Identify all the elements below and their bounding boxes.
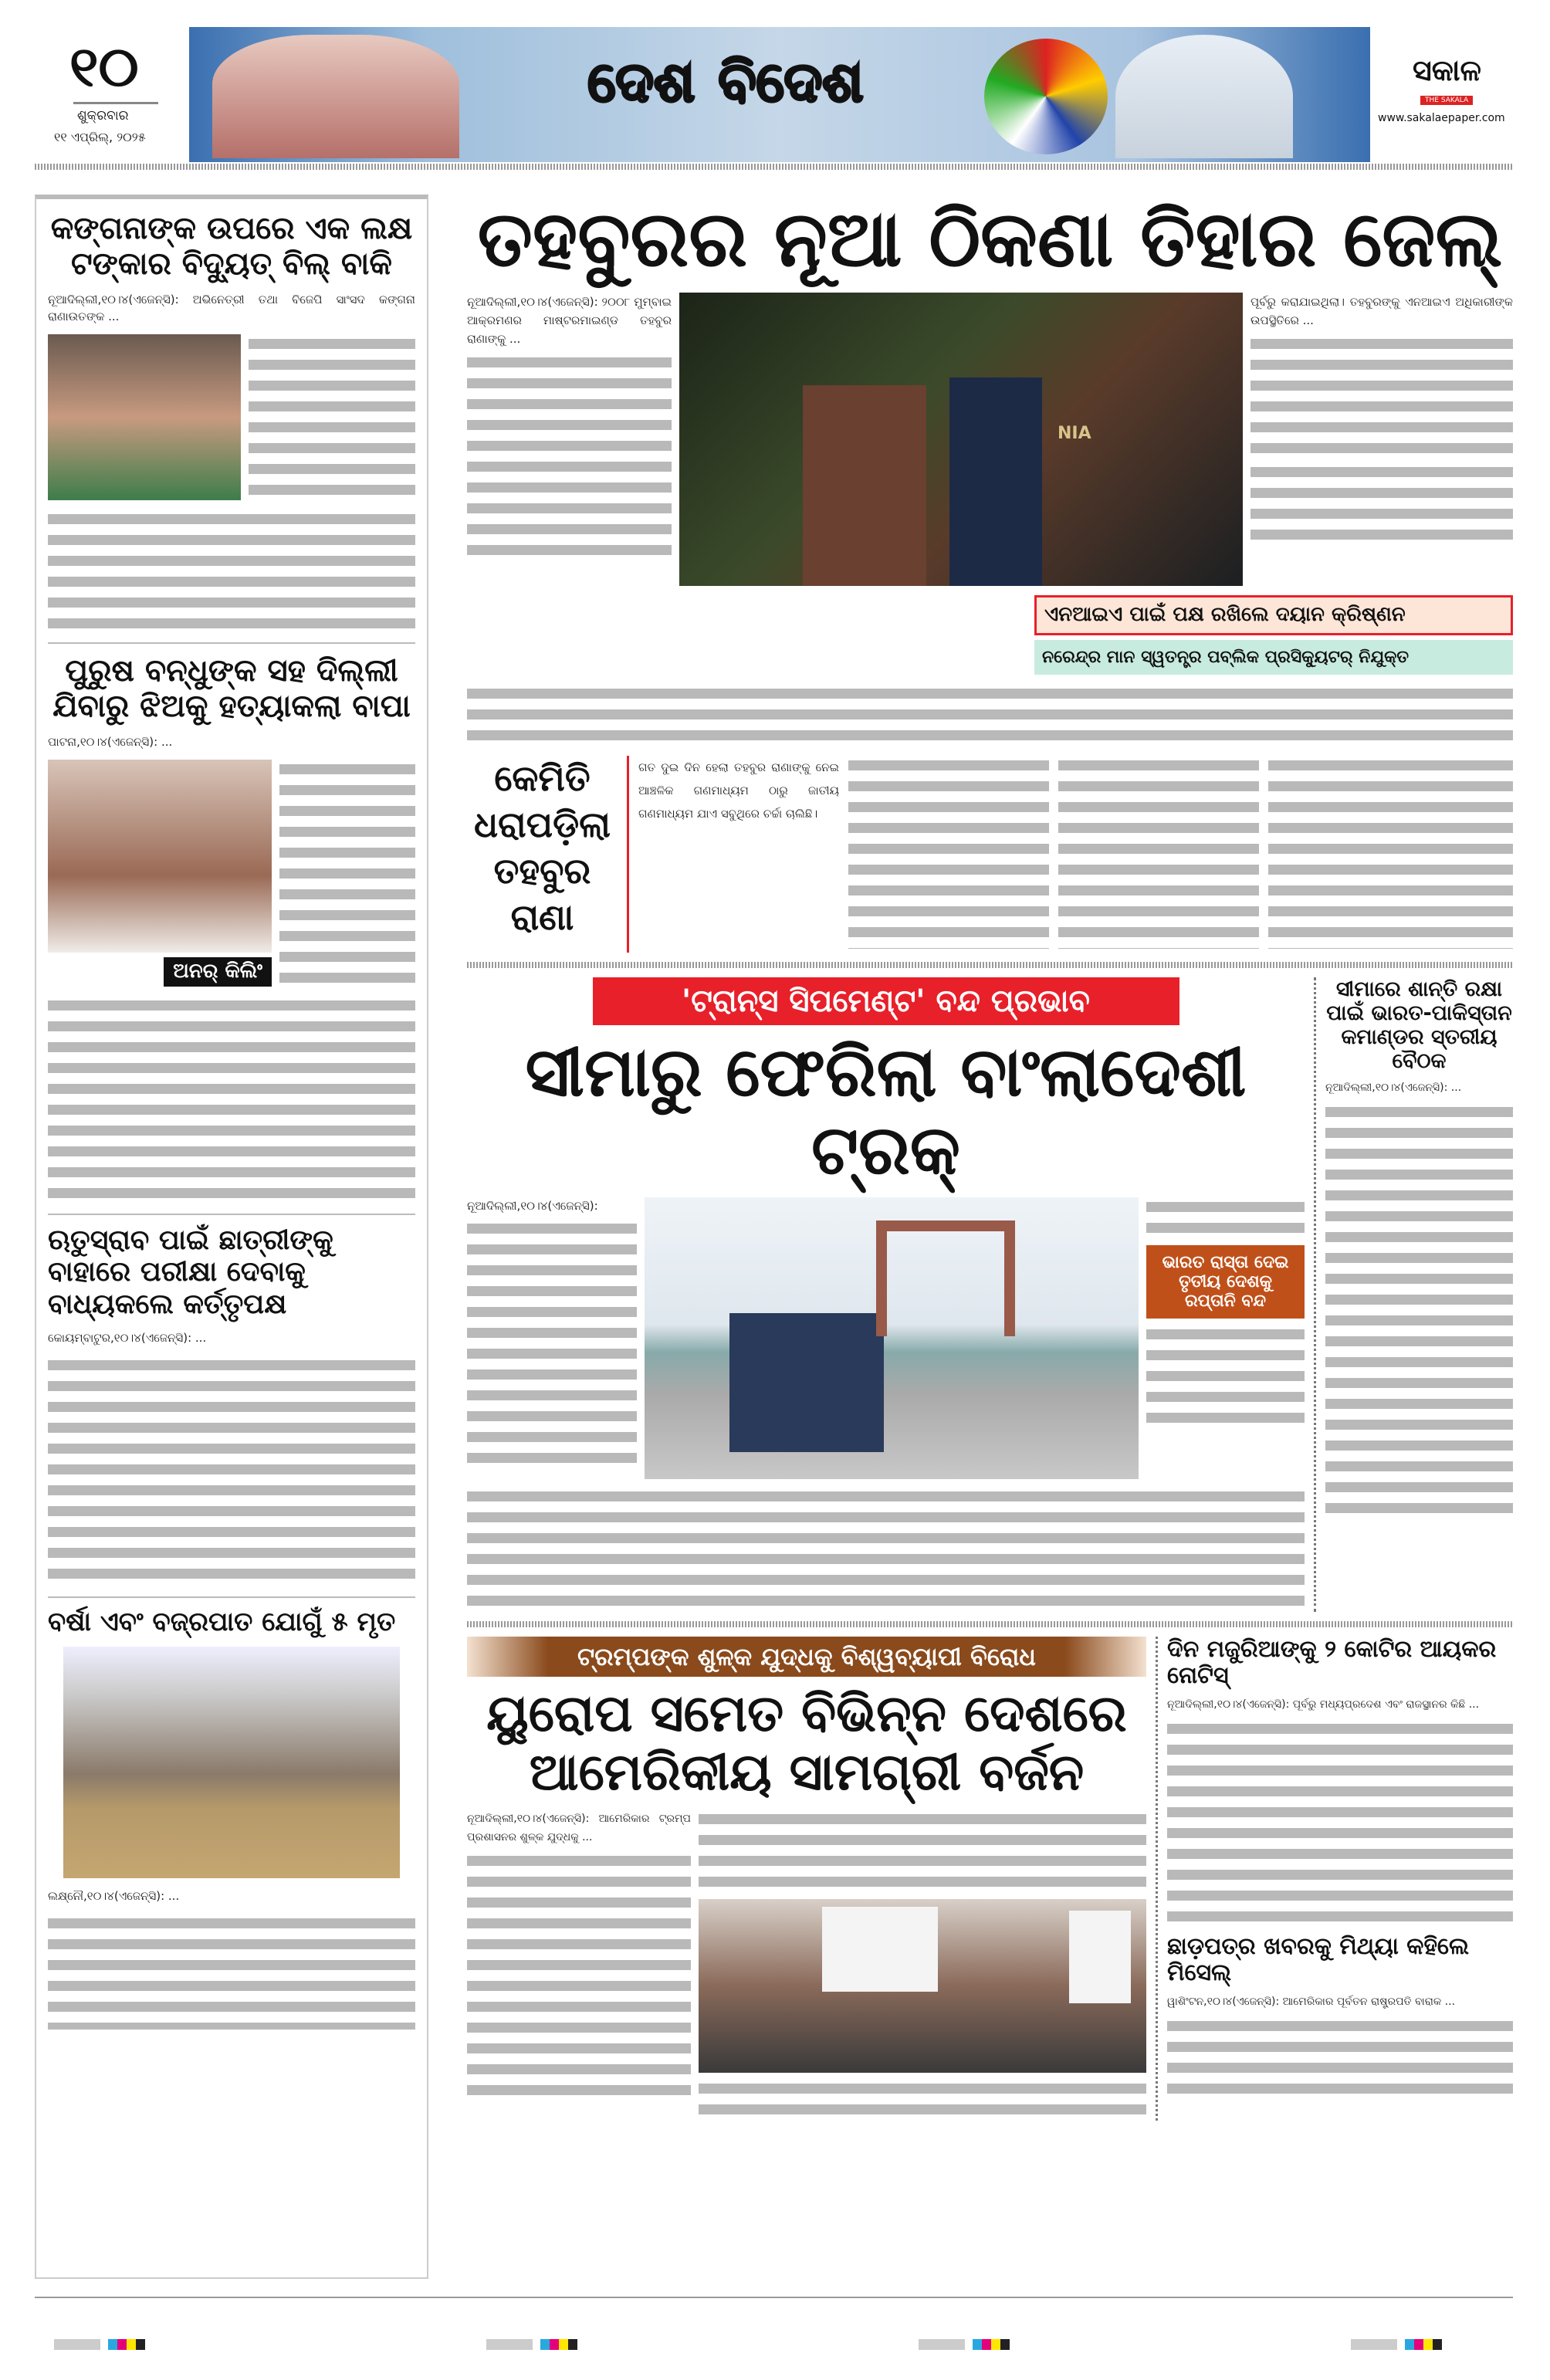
sidebar-story-col4 xyxy=(1268,756,1513,949)
lead-story-col2-body-2 xyxy=(1250,462,1513,546)
truck-dateline: ନୂଆଦିଲ୍ଲୀ,୧୦।୪(ଏଜେନ୍ସି): xyxy=(467,1198,598,1213)
section-title-desh: ଦେଶ xyxy=(587,49,695,114)
column-divider xyxy=(1156,1637,1158,2121)
print-color-bar xyxy=(54,2339,1505,2350)
divorce-lead: ୱାଶିଂଟନ,୧୦।୪(ଏଜେନ୍ସି): ଆମେରିକାର ପୂର୍ବତନ ରାଷ୍ଟ୍ରପତି ବାରାକ ... xyxy=(1167,1995,1456,2008)
section-rule xyxy=(467,1621,1513,1627)
flood-photo xyxy=(63,1647,400,1878)
date: ୧୧ ଏପ୍ରିଲ୍, ୨୦୨୫ xyxy=(54,130,146,144)
lead-headline: ତହବୁରର ନୂଆ ଠିକଣା ତିହାର ଜେଲ୍ xyxy=(477,194,1503,284)
left-column xyxy=(35,195,428,2279)
trump-top-body xyxy=(699,1810,1146,1893)
protest-sign xyxy=(822,1907,938,1992)
divider xyxy=(48,642,415,644)
girl-photo xyxy=(48,760,272,953)
truck-col3 xyxy=(1146,1197,1305,1239)
income-tax-lead: ନୂଆଦିଲ୍ଲୀ,୧୦।୪(ଏଜେନ୍ସି): ପୂର୍ବରୁ ମଧ୍ୟପ୍ରଦେଶ ଏବଂ ରାଜସ୍ଥାନର କିଛି ... xyxy=(1167,1698,1480,1711)
logo: ସକାଳ xyxy=(1413,53,1481,87)
body-menstruation xyxy=(48,1356,415,1587)
body-honor-killing-2 xyxy=(48,996,415,1204)
divider xyxy=(48,1596,415,1598)
divider xyxy=(48,1214,415,1215)
day: ଶୁକ୍ରବାର xyxy=(77,108,129,124)
lead-story-wide-body xyxy=(467,684,1513,747)
kangana-photo xyxy=(48,334,241,500)
section-banner xyxy=(189,27,1370,162)
logo-sub: THE SAKALA xyxy=(1420,96,1473,105)
truck xyxy=(729,1313,884,1452)
trump-headline: ୟୁରୋପ ସମେତ ବିଭିନ୍ନ ଦେଶରେ ଆମେରିକୀୟ ସାମଗ୍ରୀ ବର୍ଜନ xyxy=(486,1684,1127,1803)
trump-lead: ନୂଆଦିଲ୍ଲୀ,୧୦।୪(ଏଜେନ୍ସି): ଆମେରିକାର ଟ୍ରମ୍ପ ପ୍ରଶାସନର ଶୁଳ୍କ ଯୁଦ୍ଧକୁ ... xyxy=(467,1813,691,1844)
caption-prosecutor: ନରେନ୍ଦ୍ର ମାନ ସ୍ୱତନ୍ତ୍ର ପବ୍ଲିକ ପ୍ରସିକ୍ୟୁଟର୍ ନିଯୁକ୍ତ xyxy=(1034,640,1513,675)
tahawwur-rana xyxy=(803,385,926,586)
divider xyxy=(627,756,629,953)
sidebar-story-headline: କେମିତି ଧରାପଡ଼ିଲା ତହବୁର ରାଣା xyxy=(473,757,611,938)
nia-badge: NIA xyxy=(1058,424,1091,443)
bottom-rule xyxy=(35,2297,1513,2298)
trump-bottom-body xyxy=(699,2079,1146,2121)
column-divider xyxy=(1314,977,1316,1611)
truck-photo-caption: ଭାରତ ରାସ୍ତା ଦେଇ ତୃତୀୟ ଦେଶକୁ ରପ୍ତାନି ବନ୍ଦ xyxy=(1146,1245,1305,1319)
truck-headline: ସୀମାରୁ ଫେରିଲା ବାଂଲାଦେଶୀ ଟ୍ରକ୍ xyxy=(525,1032,1247,1190)
trump-kicker: ଟ୍ରମ୍ପଙ୍କ ଶୁଳ୍କ ଯୁଦ୍ଧକୁ ବିଶ୍ୱବ୍ୟାପୀ ବିରୋଧ xyxy=(467,1637,1146,1678)
sidebar-story-box xyxy=(467,756,1513,953)
parliament-image xyxy=(212,35,459,158)
lead-story-col2-body xyxy=(1250,334,1513,458)
protest-photo xyxy=(699,1899,1146,2073)
trump-col1 xyxy=(467,1851,691,2101)
divider xyxy=(73,102,158,104)
protest-sign xyxy=(1069,1911,1131,2003)
nia-photo xyxy=(679,293,1243,586)
divorce-headline: ଛାଡ଼ପତ୍ର ଖବରକୁ ମିଥ୍ୟା କହିଲେ ମିସେଲ୍ xyxy=(1167,1932,1470,1987)
income-tax-body xyxy=(1167,1719,1513,1928)
sidebar-story-col2 xyxy=(848,756,1049,949)
lead-story-dateline: ନୂଆଦିଲ୍ଲୀ,୧୦।୪(ଏଜେନ୍ସି): ୨୦୦୮ ମୁମ୍ବାଇ ଆକ୍ରମଣର ମାଷ୍ଟରମାଇଣ୍ଡ ତହବୁର ରାଣାଙ୍କୁ ... xyxy=(467,295,672,346)
world-flags-image xyxy=(984,39,1108,154)
headline-menstruation: ଋତୁସ୍ରାବ ପାଇଁ ଛାତ୍ରୀଙ୍କୁ ବାହାରେ ପରୀକ୍ଷା ଦେବାକୁ ବାଧ୍ୟକଲେ କର୍ତ୍ତୃପକ୍ଷ xyxy=(48,1224,333,1320)
divorce-body xyxy=(1167,2016,1513,2100)
caption-nia-counsel: ଏନଆଇଏ ପାଇଁ ପକ୍ଷ ରଖିଲେ ଦୟାନ କ୍ରିଷ୍ଣନ xyxy=(1034,595,1513,635)
lead-menstruation: କୋୟମ୍ବାଟୁର,୧୦।୪(ଏଜେନ୍ସି): ... xyxy=(48,1331,207,1346)
section-title-bidesh: ବିଦେଶ xyxy=(718,49,864,114)
body-honor-killing xyxy=(279,760,415,983)
website: www.sakalaepaper.com xyxy=(1378,112,1505,124)
truck-kicker: 'ଟ୍ରାନ୍ସ ସିପମେଣ୍ଟ' ବନ୍ଦ ପ୍ରଭାବ xyxy=(593,977,1179,1025)
border-lead: ନୂଆଦିଲ୍ଲୀ,୧୦।୪(ଏଜେନ୍ସି): ... xyxy=(1325,1082,1462,1095)
truck-col3-body xyxy=(1146,1325,1305,1429)
sidebar-story-col3 xyxy=(1058,756,1259,949)
main-area xyxy=(467,195,1513,2121)
capitol-image xyxy=(1115,35,1293,158)
truck-col1 xyxy=(467,1219,637,1469)
masthead-rule xyxy=(35,164,1513,170)
headline-kangana: କଙ୍ଗନାଙ୍କ ଉପରେ ଏକ ଲକ୍ଷ ଟଙ୍କାର ବିଦ୍ୟୁତ୍ ବିଲ୍ ବାକି xyxy=(50,211,413,282)
truck-bottom-body xyxy=(467,1487,1305,1612)
section-title xyxy=(475,50,976,114)
border-gate xyxy=(876,1220,1015,1336)
headline-rain-lightning: ବର୍ଷା ଏବଂ ବଜ୍ରପାତ ଯୋଗୁଁ ୫ ମୃତ xyxy=(48,1606,396,1638)
body-kangana xyxy=(249,334,415,500)
headline-honor-killing: ପୁରୁଷ ବନ୍ଧୁଙ୍କ ସହ ଦିଲ୍ଲୀ ଯିବାରୁ ଝିଅକୁ ହତ୍ୟାକଲା ବାପା xyxy=(52,653,411,724)
nia-officer xyxy=(949,377,1042,586)
border-headline: ସୀମାରେ ଶାନ୍ତି ରକ୍ଷା ପାଇଁ ଭାରତ-ପାକିସ୍ତାନ କମାଣ୍ଡର ସ୍ତରୀୟ ବୈଠକ xyxy=(1326,977,1512,1074)
truck-photo xyxy=(645,1197,1139,1479)
lead-story-col1 xyxy=(467,353,672,561)
lead-story-col2: ପୂର୍ବରୁ କରାଯାଇଥିଲା। ତହବୁରଙ୍କୁ ଏନଆଇଏ ଅଧିକାରୀଙ୍କ ଉପସ୍ଥିତିରେ ... xyxy=(1250,295,1513,327)
page-number: ୧୦ xyxy=(69,34,139,99)
lead-rain-lightning: ଲକ୍ଷ୍ନୌ,୧୦।୪(ଏଜେନ୍ସି): ... xyxy=(48,1889,180,1904)
body-rain-lightning xyxy=(48,1914,415,2030)
income-tax-headline: ଦିନ ମଜୁରିଆଙ୍କୁ ୨ କୋଟିର ଆୟକର ନୋଟିସ୍ xyxy=(1167,1635,1497,1690)
masthead xyxy=(0,0,1550,170)
section-rule xyxy=(467,962,1513,968)
sidebar-story-lead: ଗତ ଦୁଇ ଦିନ ହେଲା ତହବୁର ରାଣାଙ୍କୁ ନେଇ ଆଞ୍ଚଳିକ ଗଣମାଧ୍ୟମ ଠାରୁ ଜାତୀୟ ଗଣମାଧ୍ୟମ ଯାଏ ସବୁଥିରେ ଚର୍ଚ୍ଚା ଚାଲିଛି। xyxy=(638,760,839,821)
body-kangana-2 xyxy=(48,510,415,633)
border-body xyxy=(1325,1102,1513,1519)
lead-honor-killing: ପାଟନା,୧୦।୪(ଏଜେନ୍ସି): ... xyxy=(48,735,173,749)
lead-kangana: ନୂଆଦିଲ୍ଲୀ,୧୦।୪(ଏଜେନ୍ସି): ଅଭିନେତ୍ରୀ ତଥା ବିଜେପି ସାଂସଦ କଙ୍ଗନା ରାଣାଉତଙ୍କ ... xyxy=(48,293,415,323)
honor-killing-label: ଅନର୍ କିଲିଂ xyxy=(164,957,272,987)
